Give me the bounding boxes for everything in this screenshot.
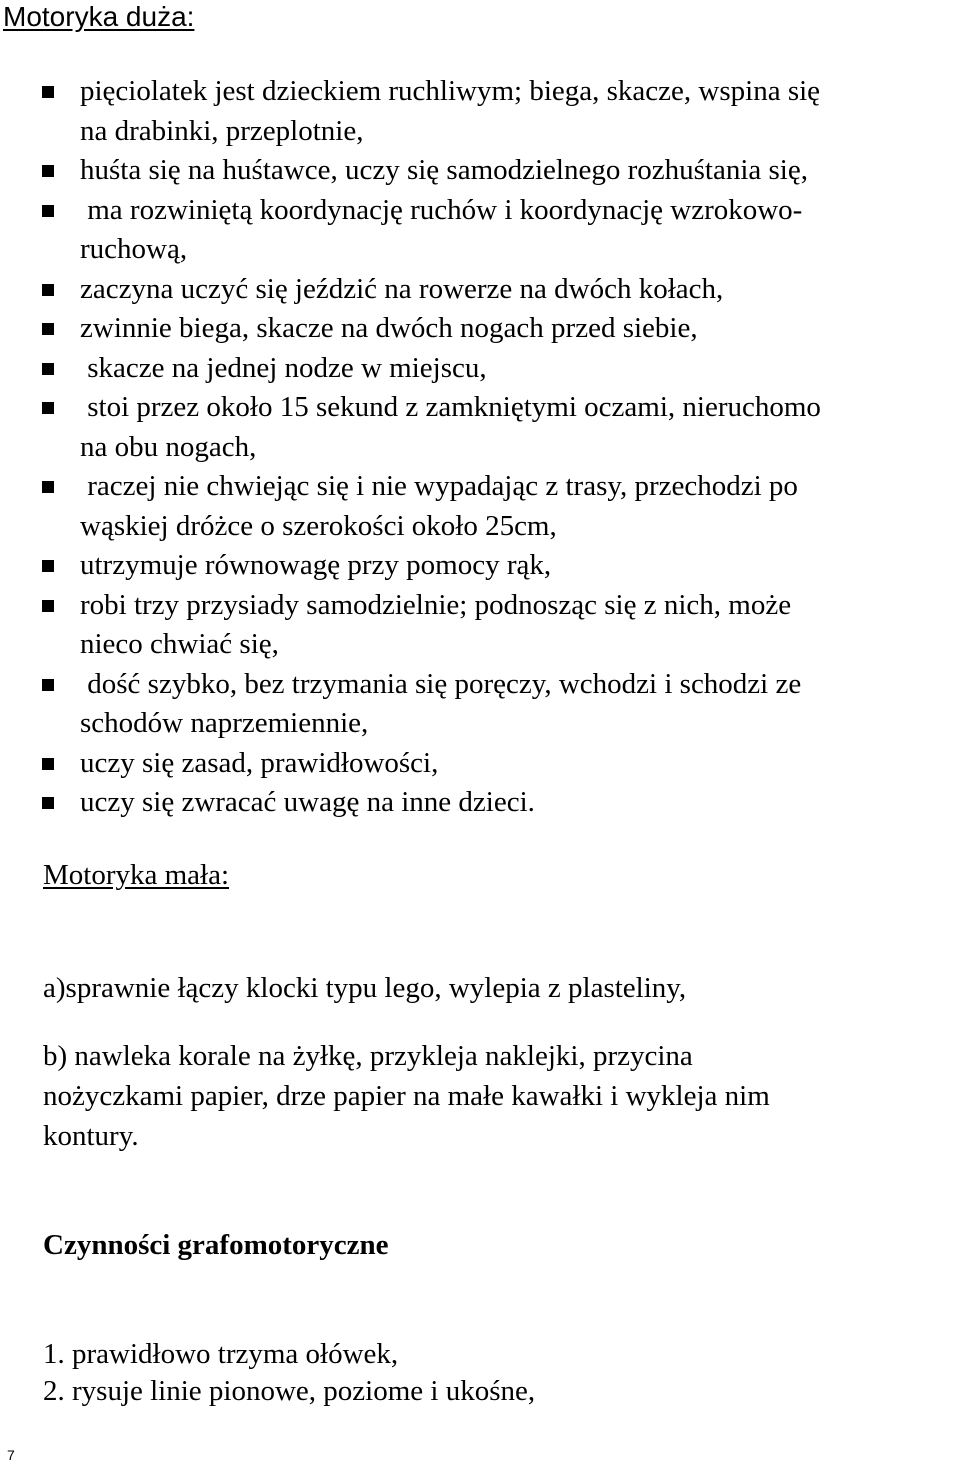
square-bullet-icon [42,481,54,493]
heading-motoryka-duza: Motoryka duża: [3,1,195,32]
list-item-text: ma rozwiniętą koordynację ruchów i koordynację wzrokowo- ruchową, [80,193,803,265]
square-bullet-icon [42,205,54,217]
list-item [0,309,960,349]
square-bullet-icon [42,323,54,335]
page-number: 7 [7,1447,15,1463]
square-bullet-icon [42,402,54,414]
list-item: 2. rysuje linie pionowe, poziome i ukośne, [43,1375,536,1407]
square-bullet-icon [42,86,54,98]
list-item-text: zaczyna uczyć się jeździć na rowerze na dwóch kołach, [80,272,724,305]
list-item-text: stoi przez około 15 sekund z zamkniętymi oczami, nieruchomo na obu nogach, [80,391,821,463]
list-item [0,665,960,744]
gross-motor-list [0,72,960,823]
list-item-text: uczy się zwracać uwagę na inne dzieci. [80,786,535,818]
square-bullet-icon [42,758,54,770]
list-item-text: pięciolatek jest dzieckiem ruchliwym; biega, skacze, wspina się na drabinki, przeplotnie, [80,75,821,147]
heading-motoryka-mala: Motoryka mała: [43,859,230,891]
list-item [0,744,960,784]
grapho-motor-list [43,1336,535,1410]
square-bullet-icon [42,560,54,572]
fine-motor-paragraph-a: a)sprawnie łączy klocki typu lego, wylepia z plasteliny, [43,972,687,1004]
list-item-text: utrzymuje równowagę przy pomocy rąk, [80,549,552,581]
list-item [0,349,960,389]
square-bullet-icon [42,600,54,612]
heading-czynnosci-grafomotoryczne: Czynności grafomotoryczne [43,1229,389,1261]
fine-motor-paragraph-b: b) nawleka korale na żyłkę, przykleja naklejki, przycina nożyczkami papier, drze papier na małe kawałki i wykleja nim kontury. [43,1040,770,1152]
square-bullet-icon [42,363,54,375]
list-item [0,270,960,310]
list-item [0,467,960,546]
list-item-text: huśta się na huśtawce, uczy się samodzielnego rozhuśtania się, [80,154,808,186]
list-item-text: raczej nie chwiejąc się i nie wypadając z trasy, przechodzi po wąskiej dróżce o szerokości około 25cm, [80,470,798,542]
list-item [0,388,960,467]
list-item-text: uczy się zasad, prawidłowości, [80,746,439,779]
square-bullet-icon [42,284,54,296]
square-bullet-icon [42,797,54,809]
list-item [0,586,960,665]
list-item: 1. prawidłowo trzyma ołówek, [43,1338,399,1370]
list-item-text: zwinnie biega, skacze na dwóch nogach przed siebie, [80,312,698,344]
list-item [0,191,960,270]
list-item-text: robi trzy przysiady samodzielnie; podnosząc się z nich, może nieco chwiać się, [80,588,792,660]
list-item-text: skacze na jednej nodze w miejscu, [80,351,487,384]
square-bullet-icon [42,165,54,177]
list-item [0,546,960,586]
list-item [0,151,960,191]
list-item [0,783,960,823]
list-item [0,72,960,151]
square-bullet-icon [42,679,54,691]
list-item-text: dość szybko, bez trzymania się poręczy, wchodzi i schodzi ze schodów naprzemiennie, [80,667,802,739]
